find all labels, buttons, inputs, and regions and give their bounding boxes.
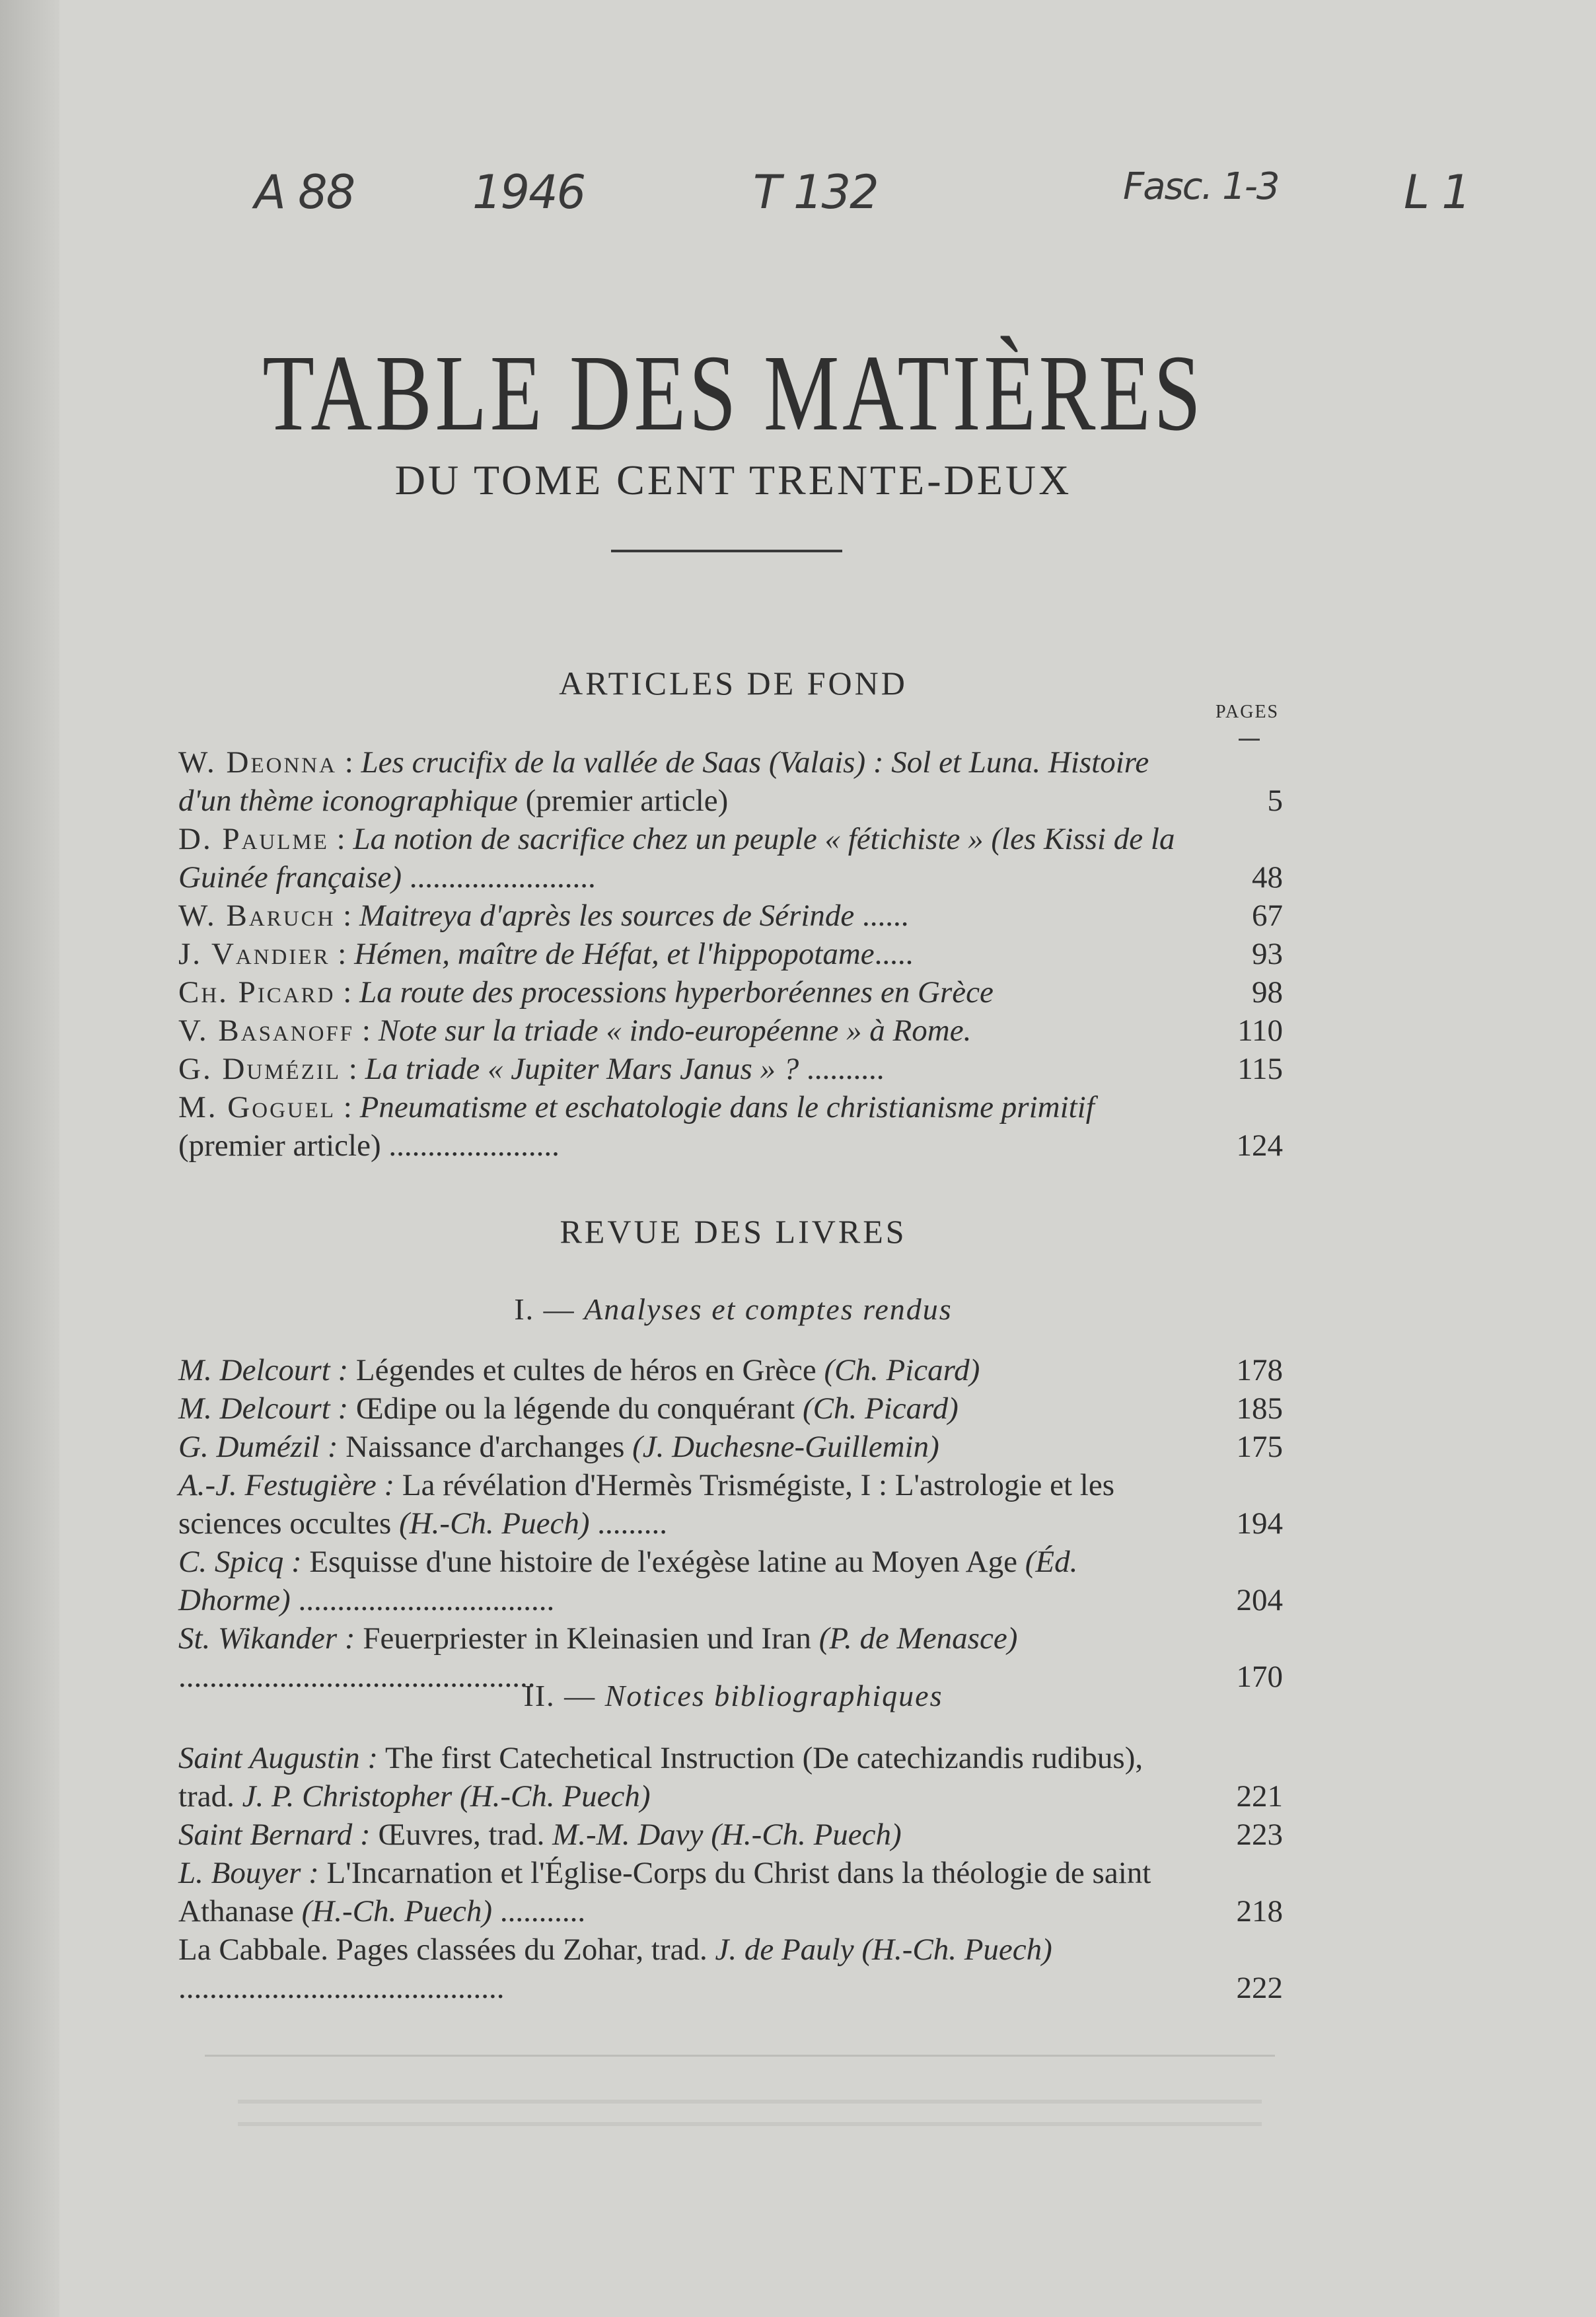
- handwritten-annotation: T 132: [753, 165, 878, 219]
- entry-reviewer: (H.-Ch. Puech): [861, 1932, 1052, 1967]
- entry-author: M. Delcourt :: [178, 1353, 349, 1387]
- entry-title: Légendes et cultes de héros en Grèce: [355, 1353, 816, 1387]
- review-entry: A.-J. Festugière : La révélation d'Hermès Trismégiste, I : L'astrologie et les sciences occultes (H.-Ch. Puech) ......... 194: [178, 1466, 1288, 1543]
- handwritten-annotation: 1946: [472, 165, 585, 219]
- entry-author: M. Delcourt :: [178, 1391, 349, 1426]
- review-entry: [178, 1351, 1288, 1389]
- review-entry: C. Spicq : Esquisse d'une histoire de l'exégèse latine au Moyen Age (Éd. Dhorme) ................................. 204: [178, 1543, 1288, 1619]
- entry-page: 93: [1252, 937, 1283, 971]
- entry-page: 124: [1236, 1128, 1283, 1163]
- review-entry: [178, 1389, 1288, 1428]
- notice-entry: L. Bouyer : L'Incarnation et l'Église-Corps du Christ dans la théologie de saint Athanase (H.-Ch. Puech) ........... 218: [178, 1854, 1288, 1931]
- page-edge: [0, 0, 59, 2317]
- pages-column-rule: [1239, 739, 1260, 741]
- entry-translator: J. de Pauly: [715, 1932, 854, 1967]
- entry-title: Naissance d'archanges: [345, 1430, 625, 1464]
- entry-reviewer: (Éd. Dhorme): [178, 1545, 1078, 1617]
- entry-author: M. Goguel: [178, 1090, 336, 1124]
- entry-reviewer: (H.-Ch. Puech): [460, 1779, 651, 1814]
- entry-page: 48: [1252, 860, 1283, 895]
- entry-reviewer: (H.-Ch. Puech): [711, 1818, 902, 1852]
- entry-title: Maitreya d'après les sources de Sérinde: [359, 899, 855, 933]
- entry-title: Hémen, maître de Héfat, et l'hippopotame: [354, 937, 875, 971]
- entry-author: Saint Augustin :: [178, 1741, 379, 1775]
- entry-author: V. Basanoff: [178, 1013, 355, 1048]
- entry-title: Esquisse d'une histoire de l'exégèse latine au Moyen Age: [309, 1545, 1017, 1579]
- entry-page: 204: [1236, 1583, 1283, 1617]
- article-entry: M. Goguel : Pneumatisme et eschatologie dans le christianisme primitif (premier article) ...................... 124: [178, 1088, 1288, 1165]
- review-entry: [178, 1428, 1288, 1466]
- handwritten-annotation: Fasc. 1-3: [1123, 165, 1279, 208]
- article-entry: J. Vandier : Hémen, maître de Héfat, et l'hippopotame..... 93: [178, 935, 1288, 973]
- section-heading-articles: ARTICLES DE FOND: [559, 665, 908, 702]
- entry-reviewer: (Ch. Picard): [802, 1391, 959, 1426]
- article-entry: W. Deonna : Les crucifix de la vallée de Saas (Valais) : Sol et Luna. Histoire d'un thème iconographique (premier article) 5: [178, 743, 1288, 820]
- notices-list: [178, 1739, 1288, 2007]
- entry-page: 194: [1236, 1506, 1283, 1541]
- page-title: TABLE DES MATIÈRES: [262, 332, 1204, 453]
- entry-title: Œuvres, trad.: [378, 1818, 545, 1852]
- subsection-label: Notices bibliographiques: [604, 1679, 943, 1712]
- entry-author: L. Bouyer :: [178, 1856, 319, 1890]
- entry-title: La notion de sacrifice chez un peuple « fétichiste » (les Kissi de la Guinée française): [178, 822, 1175, 895]
- entry-page: 115: [1237, 1052, 1283, 1086]
- article-entry: V. Basanoff : Note sur la triade « indo-européenne » à Rome. 110: [178, 1011, 1288, 1050]
- handwritten-annotation: L 1: [1404, 165, 1470, 219]
- entry-page: 185: [1236, 1391, 1283, 1426]
- entry-page: 178: [1236, 1353, 1283, 1387]
- analyses-list: [178, 1351, 1288, 1696]
- entry-title: The first Catechetical Instruction (De catechizandis rudibus), trad.: [178, 1741, 1143, 1814]
- entry-page: 5: [1267, 784, 1283, 818]
- entry-page: 98: [1252, 975, 1283, 1010]
- title-rule: [611, 550, 842, 552]
- entry-title: La triade « Jupiter Mars Janus » ?: [365, 1052, 799, 1086]
- notice-entry: [178, 1739, 1288, 1816]
- entry-note: (premier article): [178, 1128, 381, 1163]
- entry-title: La révélation d'Hermès Trismégiste, I : L'astrologie et les sciences occultes: [178, 1468, 1114, 1541]
- entry-author: G. Dumézil :: [178, 1430, 338, 1464]
- entry-translator: J. P. Christopher: [242, 1779, 453, 1814]
- subsection-heading-analyses: [0, 1292, 1467, 1327]
- entry-title: L'Incarnation et l'Église-Corps du Christ dans la théologie de saint Athanase: [178, 1856, 1151, 1929]
- subsection-numeral: I. —: [514, 1292, 575, 1326]
- entry-title: La route des processions hyperboréennes en Grèce: [359, 975, 994, 1010]
- entry-author: Saint Bernard :: [178, 1818, 371, 1852]
- entry-author: A.-J. Festugière :: [178, 1468, 395, 1502]
- subsection-label: Analyses et comptes rendus: [584, 1292, 953, 1326]
- article-entry: G. Dumézil : La triade « Jupiter Mars Janus » ? .......... 115: [178, 1050, 1288, 1088]
- entry-reviewer: (H.-Ch. Puech): [301, 1894, 493, 1929]
- entry-author: G. Dumézil: [178, 1052, 342, 1086]
- entry-page: 110: [1237, 1013, 1283, 1048]
- section-heading-revue: REVUE DES LIVRES: [560, 1213, 907, 1250]
- entry-author: D. Paulme: [178, 822, 329, 856]
- articles-list: [178, 743, 1288, 1165]
- handwritten-annotation: A 88: [254, 165, 355, 219]
- notice-entry: [178, 1816, 1288, 1854]
- entry-reviewer: (H.-Ch. Puech): [399, 1506, 590, 1541]
- entry-title: Feuerpriester in Kleinasien und Iran: [363, 1621, 811, 1656]
- entry-page: 222: [1236, 1971, 1283, 2005]
- entry-title: Note sur la triade « indo-européenne » à Rome.: [378, 1013, 972, 1048]
- entry-page: 170: [1236, 1660, 1283, 1694]
- entry-reviewer: (J. Duchesne-Guillemin): [632, 1430, 939, 1464]
- entry-page: 67: [1252, 899, 1283, 933]
- page-subtitle: DU TOME CENT TRENTE-DEUX: [394, 457, 1072, 503]
- entry-author: St. Wikander :: [178, 1621, 355, 1656]
- bleed-through-text: [238, 2081, 1262, 2141]
- entry-title: La Cabbale. Pages classées du Zohar, trad.: [178, 1932, 707, 1967]
- entry-translator: M.-M. Davy: [552, 1818, 704, 1852]
- entry-author: W. Baruch: [178, 899, 336, 933]
- pages-column-label: PAGES: [1215, 702, 1280, 722]
- notice-entry: La Cabbale. Pages classées du Zohar, trad. J. de Pauly (H.-Ch. Puech) .......................................... 222: [178, 1931, 1288, 2007]
- entry-author: J. Vandier: [178, 937, 330, 971]
- article-entry: D. Paulme : La notion de sacrifice chez un peuple « fétichiste » (les Kissi de la Guinée française) ........................ 48: [178, 820, 1288, 897]
- entry-author: Ch. Picard: [178, 975, 336, 1010]
- entry-author: W. Deonna: [178, 745, 337, 780]
- subsection-numeral: II. —: [523, 1679, 597, 1712]
- entry-reviewer: (Ch. Picard): [824, 1353, 980, 1387]
- entry-title: Œdipe ou la légende du conquérant: [355, 1391, 795, 1426]
- article-entry: Ch. Picard : La route des processions hyperboréennes en Grèce 98: [178, 973, 1288, 1011]
- article-entry: W. Baruch : Maitreya d'après les sources de Sérinde ...... 67: [178, 897, 1288, 935]
- entry-page: 221: [1236, 1779, 1283, 1814]
- entry-page: 218: [1236, 1894, 1283, 1929]
- entry-title: Les crucifix de la vallée de Saas (Valais) : Sol et Luna. Histoire d'un thème iconographique: [178, 745, 1149, 818]
- entry-reviewer: (P. de Menasce): [818, 1621, 1018, 1656]
- entry-title: Pneumatisme et eschatologie dans le christianisme primitif: [359, 1090, 1095, 1124]
- entry-page: 223: [1236, 1818, 1283, 1852]
- review-entry: St. Wikander : Feuerpriester in Kleinasien und Iran (P. de Menasce) .............................................. 170: [178, 1619, 1288, 1696]
- entry-note: (premier article): [525, 784, 729, 818]
- footer-rule: [205, 2055, 1275, 2057]
- entry-page: 175: [1236, 1430, 1283, 1464]
- subsection-heading-notices: [0, 1678, 1467, 1713]
- entry-author: C. Spicq :: [178, 1545, 302, 1579]
